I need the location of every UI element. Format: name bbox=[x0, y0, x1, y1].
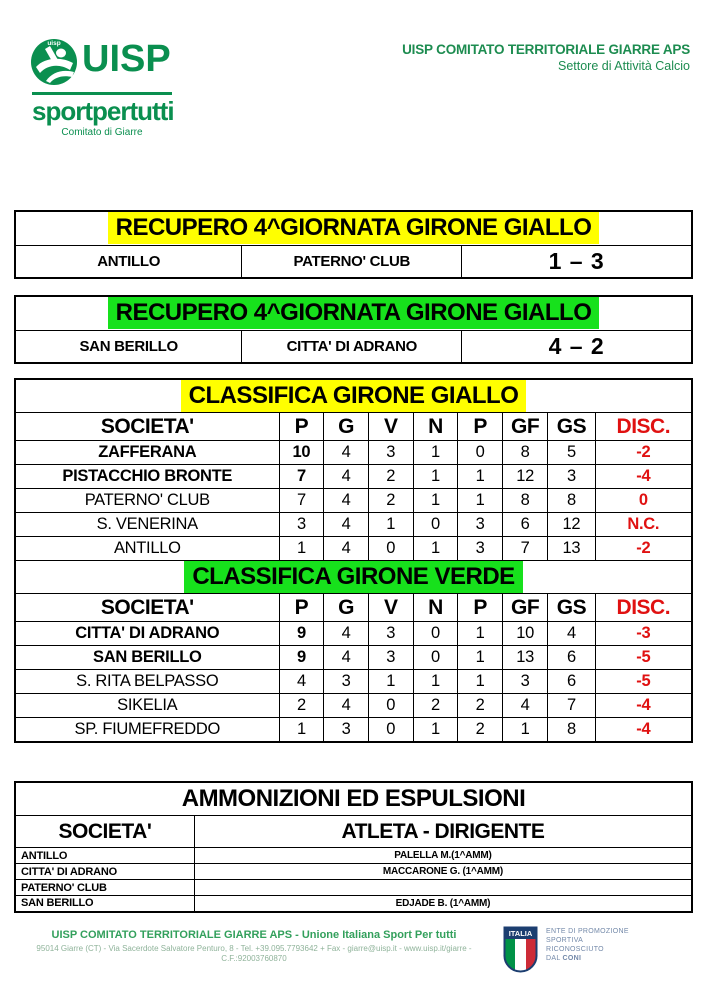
footer-address-line: 95014 Giarre (CT) - Via Sacerdote Salvatore Penturo, 8 - Tel. +39.095.7793642 + Fax - giarre@uisp.it - www.uisp.it/giarre - bbox=[36, 944, 472, 953]
draws: 1 bbox=[413, 537, 458, 561]
points: 7 bbox=[279, 489, 324, 513]
losses: 1 bbox=[458, 622, 503, 646]
col-atleta-dirigente: ATLETA - DIRIGENTE bbox=[194, 816, 692, 848]
home-team: ANTILLO bbox=[15, 245, 242, 278]
goals-for: 3 bbox=[502, 670, 547, 694]
goals-against: 4 bbox=[548, 622, 595, 646]
coni-bold-text: CONI bbox=[562, 955, 582, 962]
played: 4 bbox=[324, 513, 369, 537]
team-name: SP. FIUMEFREDDO bbox=[15, 718, 279, 742]
athlete-name bbox=[194, 880, 692, 896]
recupero-table-verde bbox=[14, 295, 693, 364]
coni-caption-line: SPORTIVA bbox=[546, 937, 584, 944]
team-name: S. VENERINA bbox=[15, 513, 279, 537]
coni-shield-icon bbox=[502, 925, 539, 980]
standings-title-giallo: CLASSIFICA GIRONE GIALLO bbox=[181, 380, 527, 412]
team-name: S. RITA BELPASSO bbox=[15, 670, 279, 694]
draws: 1 bbox=[413, 718, 458, 742]
standings-row bbox=[15, 694, 692, 718]
col-societa: SOCIETA' bbox=[15, 816, 194, 848]
wins: 3 bbox=[368, 622, 413, 646]
col-societa: SOCIETA' bbox=[15, 413, 279, 441]
team-name: ANTILLO bbox=[15, 537, 279, 561]
played: 4 bbox=[324, 622, 369, 646]
org-title: UISP COMITATO TERRITORIALE GIARRE APS bbox=[402, 42, 690, 57]
col-p: P bbox=[279, 413, 324, 441]
col-p2: P bbox=[458, 594, 503, 622]
goals-for: 13 bbox=[502, 646, 547, 670]
coni-dal-text: DAL bbox=[546, 955, 563, 962]
wins: 2 bbox=[368, 489, 413, 513]
goals-against: 8 bbox=[548, 489, 595, 513]
points: 9 bbox=[279, 646, 324, 670]
team-name: SIKELIA bbox=[15, 694, 279, 718]
recupero-title-row bbox=[15, 211, 692, 245]
losses: 1 bbox=[458, 646, 503, 670]
played: 3 bbox=[324, 718, 369, 742]
draws: 0 bbox=[413, 646, 458, 670]
points: 2 bbox=[279, 694, 324, 718]
draws: 1 bbox=[413, 670, 458, 694]
standings-row bbox=[15, 465, 692, 489]
points: 3 bbox=[279, 513, 324, 537]
col-g: G bbox=[324, 594, 369, 622]
wins: 1 bbox=[368, 670, 413, 694]
sanctions-title-row bbox=[15, 782, 692, 816]
points: 4 bbox=[279, 670, 324, 694]
played: 4 bbox=[324, 537, 369, 561]
standings-row bbox=[15, 537, 692, 561]
discipline: -2 bbox=[595, 537, 692, 561]
sanctions-row bbox=[15, 848, 692, 864]
coni-logo bbox=[502, 920, 629, 980]
wins: 0 bbox=[368, 537, 413, 561]
losses: 1 bbox=[458, 670, 503, 694]
goals-for: 6 bbox=[502, 513, 547, 537]
wins: 3 bbox=[368, 646, 413, 670]
points: 9 bbox=[279, 622, 324, 646]
standings-title-verde: CLASSIFICA GIRONE VERDE bbox=[184, 561, 522, 593]
goals-for: 12 bbox=[502, 465, 547, 489]
logo-divider bbox=[32, 92, 172, 95]
sanctions-row bbox=[15, 896, 692, 912]
played: 4 bbox=[324, 489, 369, 513]
draws: 1 bbox=[413, 489, 458, 513]
col-p2: P bbox=[458, 413, 503, 441]
away-team: PATERNO' CLUB bbox=[242, 245, 462, 278]
team-name: ZAFFERANA bbox=[15, 441, 279, 465]
match-score: 1 – 3 bbox=[462, 245, 692, 278]
played: 4 bbox=[324, 694, 369, 718]
wins: 0 bbox=[368, 694, 413, 718]
footer-org-line: UISP COMITATO TERRITORIALE GIARRE APS - Unione Italiana Sport Per tutti bbox=[51, 929, 457, 941]
losses: 3 bbox=[458, 513, 503, 537]
standings-row bbox=[15, 513, 692, 537]
standings-table bbox=[14, 378, 693, 743]
goals-against: 6 bbox=[548, 670, 595, 694]
discipline: -3 bbox=[595, 622, 692, 646]
points: 1 bbox=[279, 537, 324, 561]
wins: 2 bbox=[368, 465, 413, 489]
goals-for: 8 bbox=[502, 489, 547, 513]
footer-text bbox=[14, 920, 494, 963]
goals-against: 5 bbox=[548, 441, 595, 465]
org-sector: Settore di Attività Calcio bbox=[557, 59, 690, 73]
points: 1 bbox=[279, 718, 324, 742]
standings-row bbox=[15, 441, 692, 465]
standings-title-row bbox=[15, 561, 692, 594]
standings-row bbox=[15, 718, 692, 742]
col-disc: DISC. bbox=[595, 594, 692, 622]
uisp-athlete-icon bbox=[30, 36, 78, 91]
wins: 1 bbox=[368, 513, 413, 537]
away-team: CITTA' DI ADRANO bbox=[242, 330, 462, 363]
wins: 3 bbox=[368, 441, 413, 465]
coni-caption bbox=[546, 925, 629, 980]
goals-against: 6 bbox=[548, 646, 595, 670]
col-disc: DISC. bbox=[595, 413, 692, 441]
played: 4 bbox=[324, 465, 369, 489]
coni-caption-line bbox=[546, 954, 629, 963]
match-row bbox=[15, 330, 692, 363]
discipline: -4 bbox=[595, 465, 692, 489]
athlete-name: PALELLA M.(1^AMM) bbox=[194, 848, 692, 864]
goals-for: 7 bbox=[502, 537, 547, 561]
standings-row bbox=[15, 622, 692, 646]
standings-title-row bbox=[15, 379, 692, 413]
points: 7 bbox=[279, 465, 324, 489]
athlete-name: MACCARONE G. (1^AMM) bbox=[194, 864, 692, 880]
recupero-title: RECUPERO 4^GIORNATA GIRONE GIALLO bbox=[108, 212, 600, 244]
col-gf: GF bbox=[502, 594, 547, 622]
losses: 2 bbox=[458, 718, 503, 742]
played: 4 bbox=[324, 646, 369, 670]
goals-for: 10 bbox=[502, 622, 547, 646]
team-name: PISTACCHIO BRONTE bbox=[15, 465, 279, 489]
uisp-logo bbox=[30, 36, 180, 138]
draws: 2 bbox=[413, 694, 458, 718]
draws: 1 bbox=[413, 465, 458, 489]
sanctions-table bbox=[14, 781, 693, 913]
col-g: G bbox=[324, 413, 369, 441]
draws: 1 bbox=[413, 441, 458, 465]
club-name: CITTA' DI ADRANO bbox=[15, 864, 194, 880]
goals-against: 3 bbox=[548, 465, 595, 489]
col-societa: SOCIETA' bbox=[15, 594, 279, 622]
sanctions-title: AMMONIZIONI ED ESPULSIONI bbox=[181, 785, 526, 812]
standings-header-row bbox=[15, 413, 692, 441]
club-name: ANTILLO bbox=[15, 848, 194, 864]
draws: 0 bbox=[413, 513, 458, 537]
goals-against: 12 bbox=[548, 513, 595, 537]
team-name: SAN BERILLO bbox=[15, 646, 279, 670]
club-name: PATERNO' CLUB bbox=[15, 880, 194, 896]
goals-for: 8 bbox=[502, 441, 547, 465]
goals-for: 1 bbox=[502, 718, 547, 742]
col-gs: GS bbox=[548, 413, 595, 441]
goals-against: 8 bbox=[548, 718, 595, 742]
athlete-name: EDJADE B. (1^AMM) bbox=[194, 896, 692, 912]
discipline: 0 bbox=[595, 489, 692, 513]
col-gf: GF bbox=[502, 413, 547, 441]
discipline: -5 bbox=[595, 646, 692, 670]
col-v: V bbox=[368, 594, 413, 622]
discipline: -4 bbox=[595, 718, 692, 742]
played: 4 bbox=[324, 441, 369, 465]
team-name: PATERNO' CLUB bbox=[15, 489, 279, 513]
goals-for: 4 bbox=[502, 694, 547, 718]
recupero-table-giallo bbox=[14, 210, 693, 279]
standings-row bbox=[15, 489, 692, 513]
col-n: N bbox=[413, 594, 458, 622]
col-n: N bbox=[413, 413, 458, 441]
footer bbox=[14, 920, 693, 980]
discipline: -4 bbox=[595, 694, 692, 718]
goals-against: 13 bbox=[548, 537, 595, 561]
standings-header-row bbox=[15, 594, 692, 622]
logo-committee: Comitato di Giarre bbox=[61, 127, 143, 138]
standings-row bbox=[15, 670, 692, 694]
col-p: P bbox=[279, 594, 324, 622]
footer-cf-line: C.F.:92003760870 bbox=[221, 954, 287, 963]
standings-row bbox=[15, 646, 692, 670]
uisp-mark-text: uisp bbox=[47, 40, 61, 47]
logo-subtitle: sportpertutti bbox=[32, 96, 174, 126]
sanctions-row bbox=[15, 880, 692, 896]
coni-shield-label: ITALIA bbox=[508, 929, 533, 938]
uisp-wordmark: UISP bbox=[82, 38, 171, 80]
coni-caption-line: RICONOSCIUTO bbox=[546, 946, 604, 953]
losses: 1 bbox=[458, 465, 503, 489]
home-team: SAN BERILLO bbox=[15, 330, 242, 363]
losses: 3 bbox=[458, 537, 503, 561]
losses: 1 bbox=[458, 489, 503, 513]
recupero-title-row bbox=[15, 296, 692, 330]
match-row bbox=[15, 245, 692, 278]
discipline: -2 bbox=[595, 441, 692, 465]
points: 10 bbox=[279, 441, 324, 465]
sanctions-header-row bbox=[15, 816, 692, 848]
team-name: CITTA' DI ADRANO bbox=[15, 622, 279, 646]
goals-against: 7 bbox=[548, 694, 595, 718]
club-name: SAN BERILLO bbox=[15, 896, 194, 912]
org-header bbox=[402, 42, 690, 73]
losses: 0 bbox=[458, 441, 503, 465]
recupero-title: RECUPERO 4^GIORNATA GIRONE GIALLO bbox=[108, 297, 600, 329]
draws: 0 bbox=[413, 622, 458, 646]
coni-caption-line: ENTE DI PROMOZIONE bbox=[546, 928, 629, 935]
losses: 2 bbox=[458, 694, 503, 718]
col-v: V bbox=[368, 413, 413, 441]
wins: 0 bbox=[368, 718, 413, 742]
match-score: 4 – 2 bbox=[462, 330, 692, 363]
played: 3 bbox=[324, 670, 369, 694]
discipline: -5 bbox=[595, 670, 692, 694]
sanctions-row bbox=[15, 864, 692, 880]
discipline: N.C. bbox=[595, 513, 692, 537]
col-gs: GS bbox=[548, 594, 595, 622]
